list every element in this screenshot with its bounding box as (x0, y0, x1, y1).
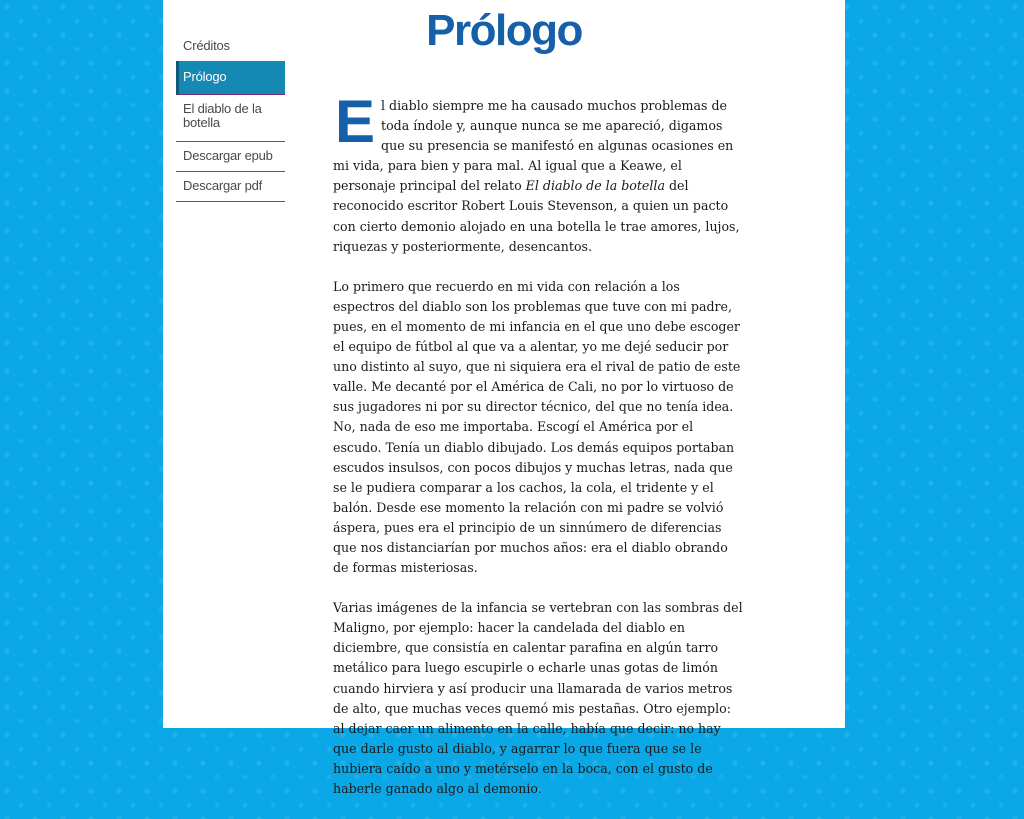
page-panel (163, 0, 845, 796)
sidebar-item-descargar-pdf[interactable]: Descargar pdf (176, 172, 285, 202)
paragraph-2: Lo primero que recuerdo en mi vida con relación a los espectros del diablo son los problemas que tuve con mi padre, pues, en el momento de mi infancia en el que uno debe escoger el equipo de fútbol al que va a alentar, yo me dejé seducir por uno distinto al suyo, que ni siquiera era el rival de patio de este valle. Me decanté por el América de Cali, no por lo virtuoso de sus jugadores ni por su director técnico, del que no tenía idea. No, nada de eso me importaba. Escogí el América por el escudo. Tenía un diablo dibujado. Los demás equipos portaban escudos insulsos, con pocos dibujos y muchas letras, nada que se le pudiera comparar a los cachos, la cola, el tridente y el balón. Desde ese momento la relación con mi padre se volvió áspera, pues era el principio de un sinnúmero de diferencias que nos distanciarían por muchos años: era el diablo obrando de formas misteriosas. (333, 278, 741, 576)
drop-cap: E (335, 88, 376, 155)
paragraph-1-text-a: l diablo siempre me ha causado muchos problemas de toda índole y, aunque nunca se me apareció, digamos que su presencia se manifestó en algunas ocasiones en mi vida, para bien y para mal. Al igual que a Keawe, el personaje principal del relato (333, 98, 734, 194)
sidebar-item-creditos[interactable]: Créditos (183, 38, 230, 53)
paragraph-1 (333, 88, 743, 257)
sidebar-item-el-diablo-de-la-botella[interactable]: El diablo de la botella (176, 95, 285, 142)
paragraph-1-text-b: del reconocido escritor Robert Louis Stevenson, a quien un pacto con cierto demonio alojado en una botella le trae amores, lujos, riquezas y posteriormente, desencantos. (333, 178, 740, 254)
book-title-italic: El diablo de la botella (525, 178, 665, 194)
article-body (333, 88, 743, 819)
sidebar-item-prologo[interactable]: Prólogo (176, 61, 285, 95)
page-title: Prólogo (426, 6, 582, 55)
sidebar-item-descargar-epub[interactable]: Descargar epub (176, 142, 285, 172)
paragraph-3: Varias imágenes de la infancia se vertebran con las sombras del Maligno, por ejemplo: hacer la candelada del diablo en diciembre, que consistía en calentar parafina en algún tarro metálico para luego escupirle o echarle unas gotas de limón cuando hirviera y así producir una llamarada de varios metros de alto, que muchas veces quemó mis pestañas. Otro ejemplo: al dejar caer un alimento en la calle, había que decir: no hay que darle gusto al diablo, y agarrar lo que fuera que se le hubiera caído a uno y metérselo en la boca, con el gusto de haberle ganado algo al demonio. (333, 600, 743, 796)
